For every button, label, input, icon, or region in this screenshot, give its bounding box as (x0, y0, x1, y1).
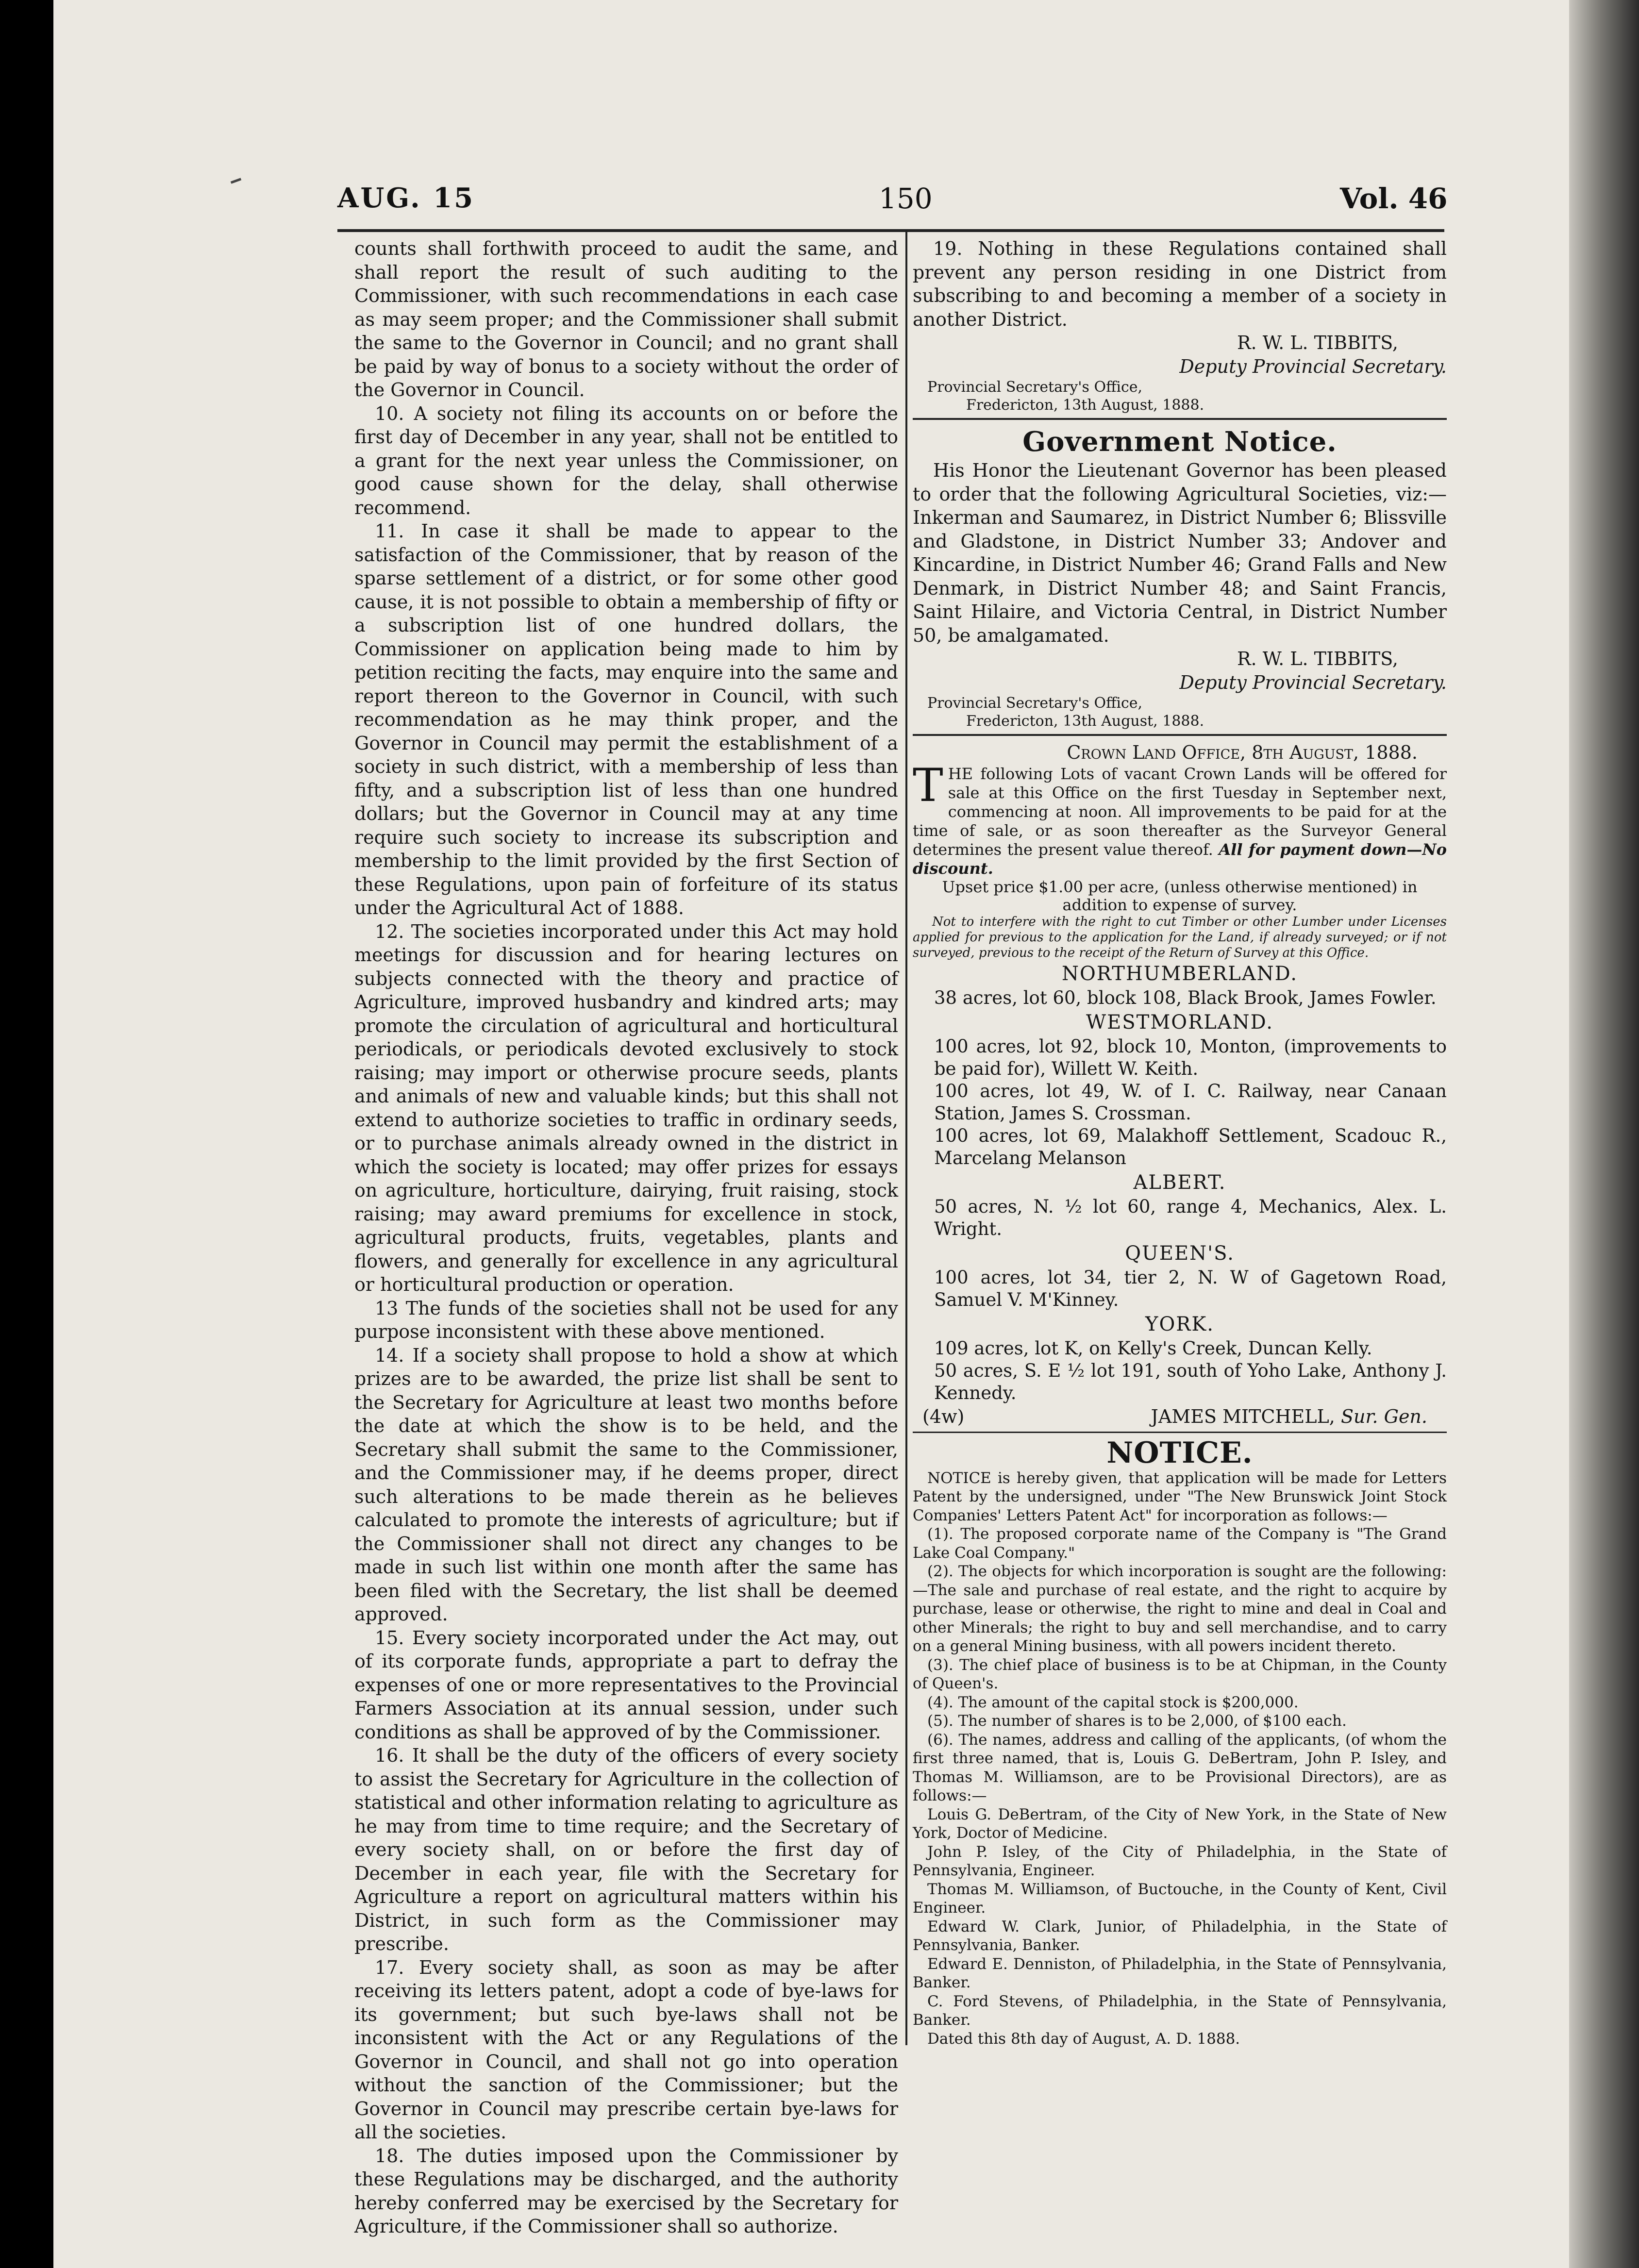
right-column (913, 237, 1447, 2048)
applicant: John P. Isley, of the City of Philadelphia, in the State of Pennsylvania, Engineer. (913, 1843, 1447, 1879)
left-column (354, 237, 898, 2238)
applicant: Edward E. Denniston, of Philadelphia, in the State of Pennsylvania, Banker. (913, 1955, 1447, 1991)
regulation-19: 19. Nothing in these Regulations contained shall prevent any person residing in one District from subscribing to and becoming a member of a society in another District. (913, 238, 1447, 330)
county-heading: NORTHUMBERLAND. (1062, 962, 1298, 985)
regulation-17: 17. Every society shall, as soon as may be after receiving its letters patent, adopt a code of bye-laws for its government; but such bye-laws shall not be inconsistent with the Act or any Regulations of the Governor in Council, and shall not go into operation without the sanction of the Commissioner; but the Governor in Council may prescribe certain bye-laws for all the societies. (354, 1956, 898, 2143)
land-lot: 100 acres, lot 49, W. of I. C. Railway, near Canaan Station, James S. Crossman. (934, 1080, 1447, 1124)
page-edge-shadow (1569, 0, 1639, 2268)
land-lot: 100 acres, lot 34, tier 2, N. W of Gagetown Road, Samuel V. M'Kinney. (934, 1267, 1447, 1310)
land-lot: 50 acres, N. ½ lot 60, range 4, Mechanics, Alex. L. Wright. (934, 1196, 1447, 1239)
ink-speck (231, 178, 241, 183)
notice-heading: NOTICE. (1106, 1435, 1253, 1470)
crown-land-dateline: Crown Land Office, 8th August, 1888. (1067, 742, 1418, 763)
land-lot: 100 acres, lot 69, Malakhoff Settlement, Scadouc R., Marcelang Melanson (934, 1125, 1447, 1168)
regulation-18: 18. The duties imposed upon the Commissioner by these Regulations may be discharged, and the authority hereby conferred may be exercised by the Secretary for Agriculture, if the Commissioner shall so authorize. (354, 2145, 898, 2237)
header-rule (337, 229, 1444, 232)
incorporation-notice (913, 1469, 1447, 2049)
section-rule (913, 734, 1447, 736)
signature-title: Deputy Provincial Secretary. (1179, 355, 1447, 377)
newspaper-page (53, 0, 1569, 2268)
office-date: Fredericton, 13th August, 1888. (966, 397, 1204, 414)
section-rule (913, 418, 1447, 420)
regulation-16: 16. It shall be the duty of the officers of every society to assist the Secretary for Agriculture in the collection of statistical and other information relating to agriculture as he may from time to time require; and the Secretary of every society shall, on or before the first day of December in each year, file with the Secretary for Agriculture a report on agricultural matters within his District, in such form as the Commissioner may prescribe. (354, 1745, 898, 1954)
government-notice-body: His Honor the Lieutenant Governor has been pleased to order that the following Agricultural Societies, viz:—Inkerman and Saumarez, in District Number 6; Blissville and Gladstone, in District Number 33; Andover and Kincardine, in District Number 46; Grand Falls and New Denmark, in District Number 48; and Saint Francis, Saint Hilaire, and Victoria Central, in District Number 50, be amalgamated. (913, 460, 1447, 646)
office-line: Provincial Secretary's Office, (927, 379, 1143, 396)
timber-note: Not to interfere with the right to cut Timber or other Lumber under Licenses applied for previous to the application for the Land, if already surveyed; or if not surveyed, previous to the receipt of the Return of Survey at this Office. (913, 914, 1447, 960)
signature-name: R. W. L. TIBBITS, (1237, 332, 1398, 353)
upset-price: Upset price $1.00 per acre, (unless otherwise mentioned) in addition to expense of survey. (942, 877, 1418, 914)
crown-land-intro (913, 759, 1447, 878)
page-number: 150 (879, 182, 933, 215)
regulation-11: 11. In case it shall be made to appear to the satisfaction of the Commissioner, that by reason of the sparse settlement of a district, or for some other good cause, it is not possible to obtain a membership of fifty or a subscription list of one hundred dollars, the Commissioner on application being made to him by petition reciting the facts, may enquire into the same and report thereon to the Governor in Council, with such recommendation as he may think proper, and the Governor in Council may permit the establishment of a society in such district, with a membership of less than fifty, and a subscription list of less than one hundred dollars; but the Governor in Council may at any time require such society to increase its subscription and membership to the limit provided by the first Section of these Regulations, upon pain of forfeiture of its status under the Agricultural Act of 1888. (354, 520, 898, 918)
notice-item: (1). The proposed corporate name of the Company is "The Grand Lake Coal Company." (913, 1525, 1447, 1562)
notice-item: (6). The names, address and calling of the applicants, (of whom the first three named, that is, Louis G. DeBertram, John P. Isley, and Thomas M. Williamson, are to be Provisional Directors), are as follows:— (913, 1731, 1447, 1804)
column-divider (905, 232, 907, 2045)
land-lot: 109 acres, lot K, on Kelly's Creek, Duncan Kelly. (934, 1337, 1372, 1359)
surveyor-name: JAMES MITCHELL, (1151, 1405, 1335, 1427)
payment-note: All for payment down—No discount. (913, 840, 1447, 878)
regulation-10: 10. A society not filing its accounts on or before the first day of December in any year, shall not be entitled to a grant for the next year unless the Commissioner, on good cause shown for the delay, shall otherwise recommend. (354, 402, 898, 518)
applicant: Louis G. DeBertram, of the City of New York, in the State of New York, Doctor of Medicine. (913, 1805, 1447, 1842)
volume-number: Vol. 46 (1340, 182, 1448, 215)
regulation-9-continued: counts shall forthwith proceed to audit the same, and shall report the result of such auditing to the Commissioner, with such recommendations in each case as may seem proper; and the Commissioner shall submit the same to the Governor in Council; and no grant shall be paid by way of bonus to a society without the order of the Governor in Council. (354, 238, 898, 400)
government-notice-heading: Government Notice. (1022, 426, 1337, 458)
section-rule (913, 1432, 1447, 1433)
land-lot: 50 acres, S. E ½ lot 191, south of Yoho Lake, Anthony J. Kennedy. (934, 1360, 1447, 1403)
regulation-14: 14. If a society shall propose to hold a show at which prizes are to be awarded, the prize list shall be sent to the Secretary for Agriculture at least two months before the date at which the show is to be held, and the Secretary shall submit the same to the Commissioner, and the Commissioner may, if he deems proper, direct such alterations to be made therein as he believes calculated to promote the interests of agriculture; but if the Commissioner shall not direct any changes to be made in such list within one month after the same has been filed with the Secretary, the list shall be deemed approved. (354, 1344, 898, 1625)
applicant: C. Ford Stevens, of Philadelphia, in the State of Pennsylvania, Banker. (913, 1992, 1447, 2029)
notice-item: (2). The objects for which incorporation is sought are the following:—The sale and purchase of real estate, and the right to acquire by purchase, lease or otherwise, the right to mine and deal in Coal and other Minerals; the right to buy and sell merchandise, and to carry on a general Mining business, with all powers incident thereto. (913, 1563, 1447, 1655)
crown-land-intro-text: HE following Lots of vacant Crown Lands will be offered for sale at this Office on the first Tuesday in September next, commencing at noon. All improvements to be paid for at the time of sale, or as soon thereafter as the Surveyor General determines the present value thereof. (913, 764, 1447, 859)
regulation-12: 12. The societies incorporated under this Act may hold meetings for discussion and for hearing lectures on subjects connected with the theory and practice of Agriculture, improved husbandry and kindred arts; may promote the circulation of agricultural and horticultural periodicals, or periodicals devoted exclusively to stock raising; may import or otherwise procure seeds, plants and animals of new and valuable kinds; but this shall not extend to authorize societies to traffic in ordinary seeds, or to purchase animals already owned in the district in which the society is located; may offer prizes for essays on agriculture, horticulture, dairying, fruit raising, stock raising; may award premiums for excellence in stock, agricultural products, fruits, vegetables, plants and flowers, and generally for excellence in any agricultural or horticultural production or operation. (354, 920, 898, 1295)
notice-item: (4). The amount of the capital stock is $200,000. (927, 1693, 1299, 1711)
notice-item: (3). The chief place of business is to be at Chipman, in the County of Queen's. (913, 1656, 1447, 1692)
surveyor-title: Sur. Gen. (1340, 1405, 1427, 1427)
notice-item: (5). The number of shares is to be 2,000, of $100 each. (927, 1712, 1347, 1730)
applicant: Thomas M. Williamson, of Buctouche, in the County of Kent, Civil Engineer. (913, 1880, 1447, 1917)
county-heading: YORK. (1145, 1313, 1214, 1335)
surveyor-line (913, 1404, 1447, 1429)
county-heading: QUEEN'S. (1125, 1242, 1235, 1265)
notice-signature-name: R. W. L. TIBBITS, (1237, 648, 1398, 669)
land-lot: 100 acres, lot 92, block 10, Monton, (improvements to be paid for), Willett W. Keith. (934, 1035, 1447, 1079)
regulation-13: 13 The funds of the societies shall not be used for any purpose inconsistent with these above mentioned. (354, 1297, 898, 1342)
issue-date: AUG. 15 (337, 182, 475, 214)
notice-dated: Dated this 8th day of August, A. D. 1888. (927, 2030, 1240, 2048)
applicant: Edward W. Clark, Junior, of Philadelphia, in the State of Pennsylvania, Banker. (913, 1918, 1447, 1954)
insertion-code: (4w) (922, 1405, 965, 1427)
notice-office-date: Fredericton, 13th August, 1888. (966, 713, 1204, 730)
notice-office-line: Provincial Secretary's Office, (927, 695, 1143, 712)
drop-cap: T (913, 759, 943, 812)
regulation-15: 15. Every society incorporated under the Act may, out of its corporate funds, appropriate a part to defray the expenses of one or more representatives to the Provincial Farmers Association at its annual session, under such conditions as shall be approved of by the Commissioner. (354, 1627, 898, 1743)
notice-intro: NOTICE is hereby given, that application will be made for Letters Patent by the undersigned, under "The New Brunswick Joint Stock Companies' Letters Patent Act" for incorporation as follows:— (913, 1469, 1447, 1524)
county-heading: WESTMORLAND. (1086, 1011, 1274, 1034)
surveyor-signature (1151, 1404, 1427, 1429)
land-lot: 38 acres, lot 60, block 108, Black Brook, James Fowler. (934, 987, 1437, 1008)
county-heading: ALBERT. (1133, 1171, 1226, 1194)
notice-signature-title: Deputy Provincial Secretary. (1179, 671, 1447, 693)
